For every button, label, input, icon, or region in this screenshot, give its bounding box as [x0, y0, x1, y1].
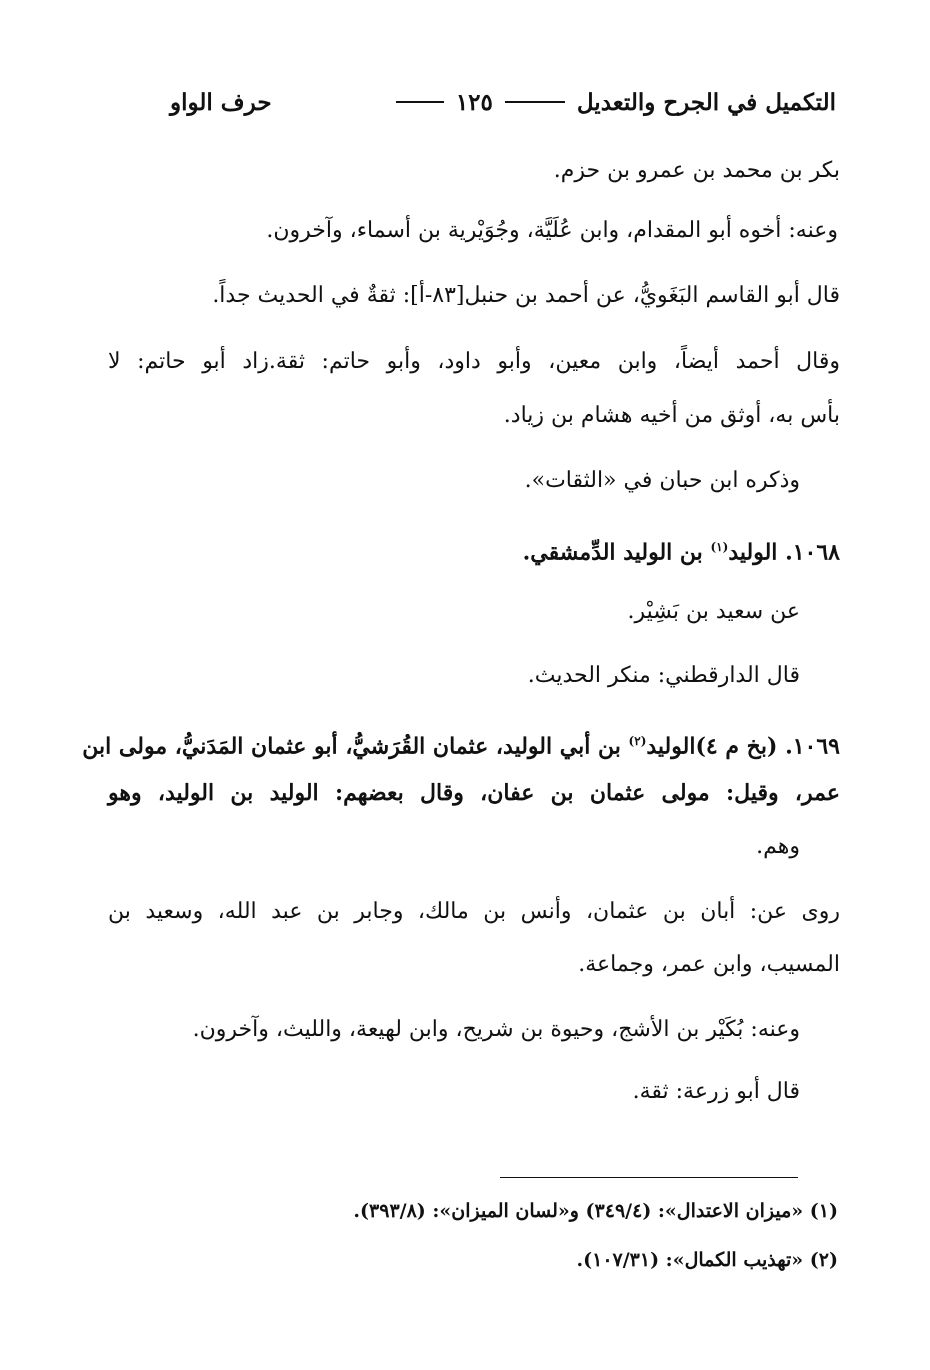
- text-line-part: وعنه: بُكَيْر بن الأشج، وحيوة بن شريح، وابن لهيعة، والليث، وآخرون.: [192, 1017, 800, 1042]
- header-page-number: ١٢٥: [455, 88, 493, 116]
- text-line: بأس به، أوثق من أخيه هشام بن زياد.: [503, 403, 840, 428]
- text-line: وقال أحمد أيضاً، وابن معين، وأبو داود، وأبو حاتم: ثقة.زاد أبو حاتم: لا: [108, 349, 840, 374]
- running-header: [170, 84, 836, 120]
- footnote-2: (٢) «تهذيب الكمال»: (١٠٧/٣١).: [576, 1249, 838, 1271]
- entry-name: الوليد: [646, 733, 696, 760]
- footnote-separator: [500, 1177, 798, 1178]
- text-line: بكر بن محمد بن عمرو بن حزم.: [553, 158, 840, 183]
- entry-heading-1068: [523, 532, 840, 567]
- text-line: وذكره ابن حبان في «الثقات».: [524, 468, 800, 493]
- footnote-1: (١) «ميزان الاعتدال»: (٣٤٩/٤) و«لسان الميزان»: (٣٩٣/٨).: [353, 1200, 838, 1222]
- text-line: قال أبو زرعة: ثقة.: [632, 1079, 800, 1104]
- text-line: وهم.: [756, 834, 800, 859]
- text-line: [193, 1015, 800, 1045]
- entry-number: ١٠٦٩.: [785, 733, 840, 760]
- entry-name-rest: بن أبي الوليد، عثمان القُرَشيُّ، أبو عثمان المَدَنيُّ، مولى ابن: [82, 733, 621, 760]
- entry-number: ١٠٦٨.: [785, 539, 840, 566]
- text-line: عن سعيد بن بَشِيْر.: [627, 599, 800, 624]
- entry-name: الوليد: [728, 539, 778, 566]
- text-line: [108, 778, 840, 809]
- text-line: روى عن: أبان بن عثمان، وأنس بن مالك، وجابر بن عبد الله، وسعيد بن: [108, 899, 840, 924]
- header-dash-right: [505, 101, 565, 103]
- text-line: قال الدارقطني: منكر الحديث.: [527, 663, 800, 688]
- text-line-part: عمر، وقيل: مولى عثمان بن عفان، وقال بعضهم: الوليد بن الوليد، وهو: [108, 780, 840, 806]
- entry-heading-1069: [82, 726, 840, 761]
- text-line: المسيب، وابن عمر، وجماعة.: [578, 952, 840, 977]
- text-line: وعنه: أخوه أبو المقدام، وابن عُلَيَّة، وجُوَيْرية بن أسماء، وآخرون.: [266, 218, 838, 243]
- header-dash-left: [396, 101, 444, 103]
- entry-symbols: (بخ م ٤): [695, 733, 778, 760]
- footnote-marker: (٢): [628, 734, 647, 748]
- header-book-title: التكميل في الجرح والتعديل: [576, 88, 836, 116]
- footnote-marker: (١): [710, 540, 729, 554]
- entry-name-rest: بن الوليد الدِّمشقي.: [522, 539, 703, 566]
- header-section-title: حرف الواو: [170, 88, 272, 116]
- text-line: قال أبو القاسم البَغَويُّ، عن أحمد بن حنبل[٨٣-أ]: ثقةٌ في الحديث جداً.: [212, 283, 840, 308]
